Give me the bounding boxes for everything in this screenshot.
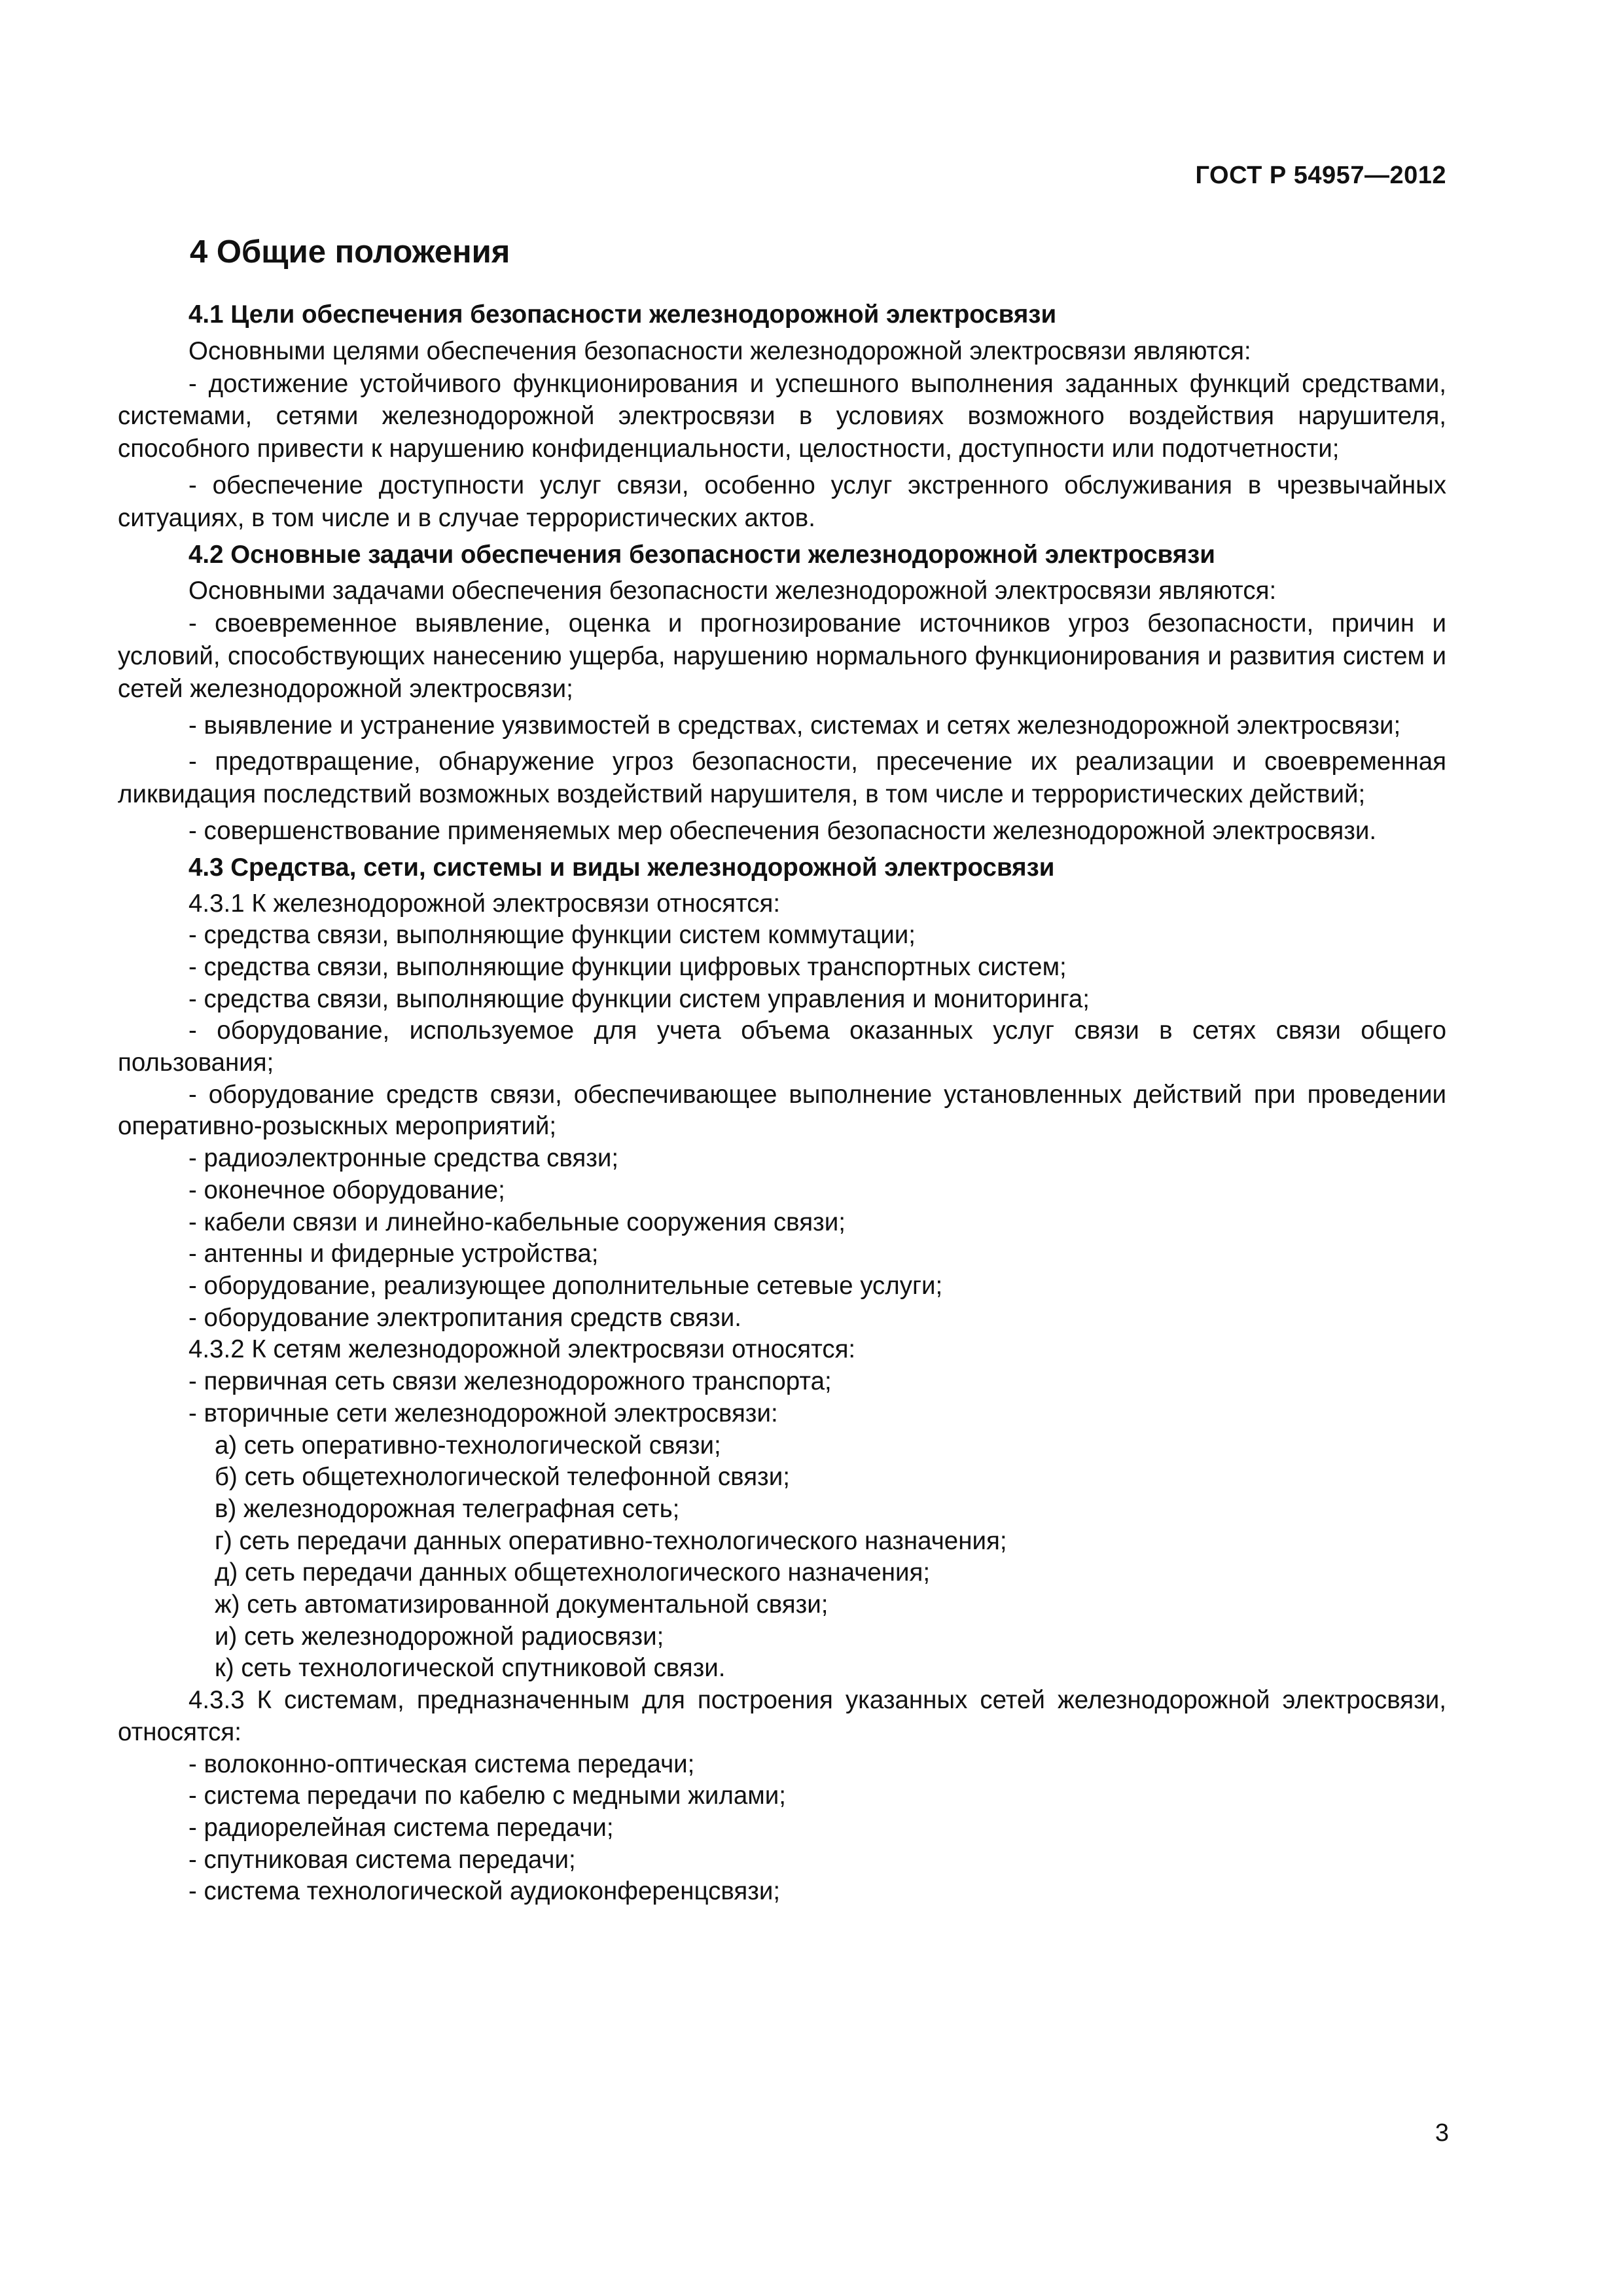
list-item: - достижение устойчивого функционирования и успешного выполнения заданных функций средствами, системами, сетями железнодорожной электросвязи в условиях возможного воздействия нарушителя, способного привести к нарушению конфиденциальности, целостности, доступности или подотчетности; (118, 369, 1446, 463)
sub-list-item: ж) сеть автоматизированной документальной связи; (215, 1590, 829, 1619)
section-title: 4 Общие положения (190, 234, 510, 270)
clause-4-3-1 (118, 888, 1446, 1335)
list-item: - система технологической аудиоконференцсвязи; (188, 1877, 781, 1906)
sub-list-item: г) сеть передачи данных оперативно-технологического назначения; (215, 1526, 1007, 1555)
list-item: - оборудование средств связи, обеспечивающее выполнение установленных действий при проведении оперативно-розыскных мероприятий; (118, 1080, 1446, 1141)
document-code: ГОСТ Р 54957—2012 (1195, 162, 1446, 189)
sub-list-item: б) сеть общетехнологической телефонной связи; (215, 1463, 790, 1492)
list-item: - оборудование электропитания средств связи. (188, 1303, 741, 1332)
sub-list-item: к) сеть технологической спутниковой связи. (215, 1654, 726, 1683)
list-item: - кабели связи и линейно-кабельные сооружения связи; (188, 1208, 846, 1236)
paragraph: 4.3.1 К железнодорожной электросвязи относятся: (188, 889, 781, 918)
subsection-heading-4-1: 4.1 Цели обеспечения безопасности железнодорожной электросвязи (188, 300, 1057, 329)
sub-list-item: и) сеть железнодорожной радиосвязи; (215, 1622, 664, 1651)
paragraph: 4.3.3 К системам, предназначенным для построения указанных сетей железнодорожной электросвязи, относятся: (118, 1686, 1446, 1746)
paragraph: Основными целями обеспечения безопасности железнодорожной электросвязи являются: (188, 336, 1251, 365)
list-item: - оконечное оборудование; (188, 1175, 505, 1204)
list-item: - радиоэлектронные средства связи; (188, 1144, 619, 1173)
page-content (118, 232, 1446, 1908)
list-item: - предотвращение, обнаружение угроз безопасности, пресечение их реализации и своевременная ликвидация последствий возможных воздействий нарушителя, в том числе и террористических действий; (118, 747, 1446, 809)
list-item: - совершенствование применяемых мер обеспечения безопасности железнодорожной электросвязи. (188, 816, 1377, 845)
sub-list-item: д) сеть передачи данных общетехнологического назначения; (215, 1558, 931, 1587)
list-item: - выявление и устранение уязвимостей в средствах, системах и сетях железнодорожной электросвязи; (188, 711, 1401, 740)
list-item: - обеспечение доступности услуг связи, особенно услуг экстренного обслуживания в чрезвычайных ситуациях, в том числе и в случае террористических актов. (118, 471, 1446, 532)
clause-4-3-2 (118, 1334, 1446, 1685)
sub-list-item: в) железнодорожная телеграфная сеть; (215, 1494, 680, 1523)
clause-4-3-3 (118, 1685, 1446, 1908)
list-item: - средства связи, выполняющие функции систем коммутации; (188, 921, 916, 950)
list-item: - оборудование, используемое для учета объема оказанных услуг связи в сетях связи общего пользования; (118, 1016, 1446, 1077)
list-item: - вторичные сети железнодорожной электросвязи: (188, 1399, 778, 1427)
paragraph: Основными задачами обеспечения безопасности железнодорожной электросвязи являются: (188, 577, 1277, 605)
list-item: - средства связи, выполняющие функции систем управления и мониторинга; (188, 984, 1090, 1013)
list-item: - система передачи по кабелю с медными жилами; (188, 1782, 786, 1810)
list-item: - первичная сеть связи железнодорожного транспорта; (188, 1367, 832, 1396)
subsection-heading-4-2: 4.2 Основные задачи обеспечения безопасности железнодорожной электросвязи (188, 540, 1215, 569)
list-item: - радиорелейная система передачи; (188, 1813, 614, 1842)
subsection-heading-4-3: 4.3 Средства, сети, системы и виды железнодорожной электросвязи (188, 853, 1055, 882)
sub-list-item: а) сеть оперативно-технологической связи; (215, 1431, 721, 1460)
list-item: - средства связи, выполняющие функции цифровых транспортных систем; (188, 952, 1067, 981)
page-number: 3 (1435, 2119, 1449, 2147)
paragraph: 4.3.2 К сетям железнодорожной электросвязи относятся: (188, 1335, 856, 1364)
list-item: - оборудование, реализующее дополнительные сетевые услуги; (188, 1271, 943, 1300)
list-item: - антенны и фидерные устройства; (188, 1240, 599, 1268)
list-item: - своевременное выявление, оценка и прогнозирование источников угроз безопасности, причин и условий, способствующих нанесению ущерба, нарушению нормального функционирования и развития систем и сетей железнодорожной электросвязи; (118, 609, 1446, 703)
list-item: - спутниковая система передачи; (188, 1845, 576, 1874)
list-item: - волоконно-оптическая система передачи; (188, 1749, 695, 1778)
